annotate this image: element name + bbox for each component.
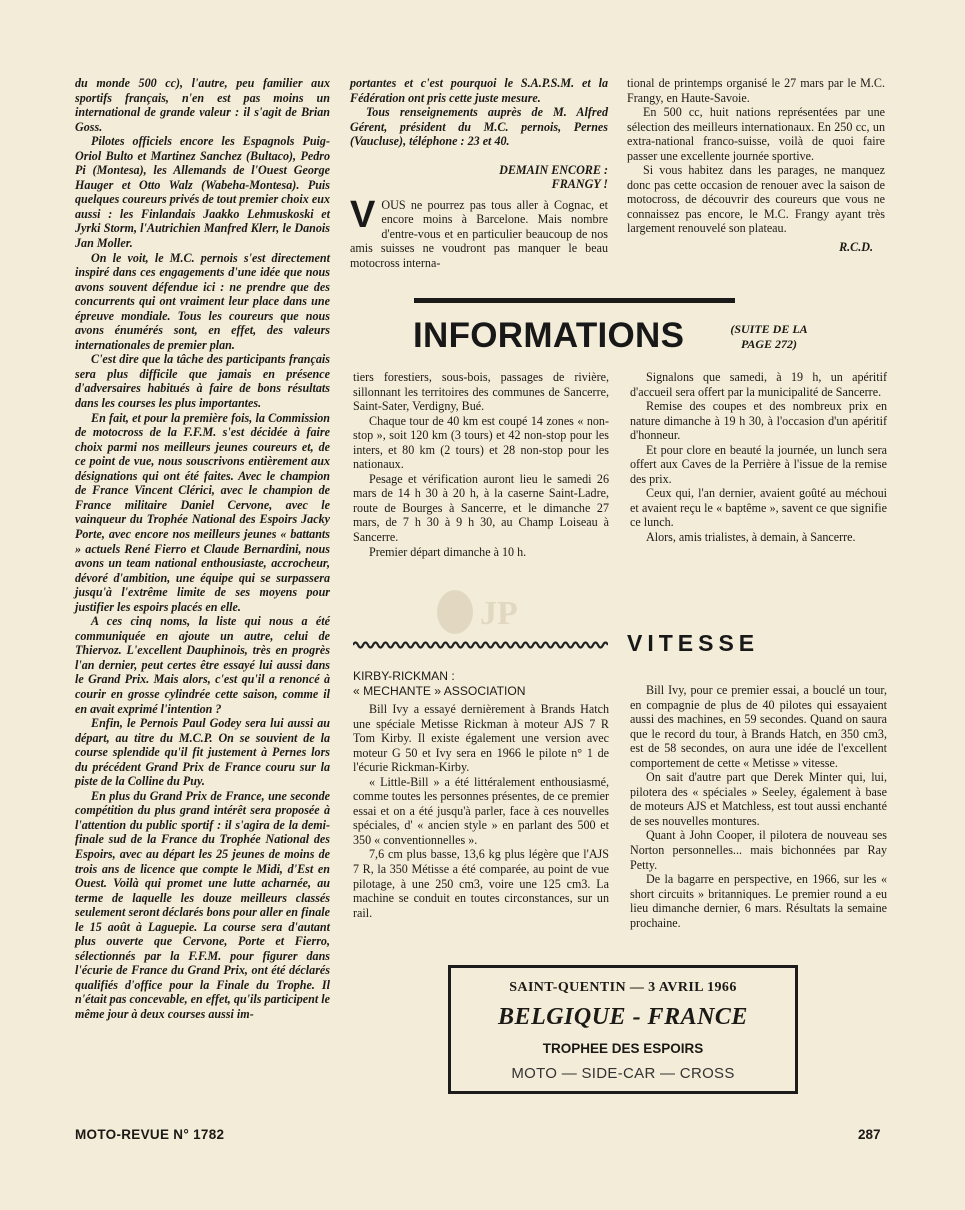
info-paragraph: Signalons que samedi, à 19 h, un apéritif d'accueil sera offert par la municipalité de Sancerre. [630,370,887,399]
section-divider-rule [414,298,735,303]
left-paragraph: En plus du Grand Prix de France, une seconde compétition du plus grand intérêt sera proposée à l'attention du public sportif : il s'agira de la demi-finale sud de la France du Trophée National des Espoirs, avec au départ les 25 jeunes de moins de trois ans de licence que compte le Midi, d'Est en Ouest. Voilà qui promet une lutte acharnée, au terme de laquelle les douze meilleurs classés seulement seront déclarés bons pour aller en finale le 15 août à Laguepie. La course sera d'autant plus ouverte que Cervone, Porte et Fierro, sélectionnés par la F.F.M. pour figurer dans l'écurie de France du Grand Prix, ont été déclarés qualifiés d'office pour la Finale du Trophe. Il n'était pas concevable, en effet, qu'ils participent le même jour à deux courses aussi im- [75,788,330,1021]
informations-left-column [353,370,609,559]
right-paragraph: En 500 cc, huit nations représentées par une sélection des meilleurs internationaux. En 250 cc, un extra-national franco-suisse, voilà de quoi faire passer une excellente journée sportive. [627,105,885,163]
info-paragraph: Remise des coupes et des nombreux prix en nature dimanche à 19 h 30, à l'occasion d'un apéritif d'honneur. [630,399,887,443]
info-paragraph: Ceux qui, l'an dernier, avaient goûté au méchoui et avaient reçu le « baptême », savent ce que signifie ce lunch. [630,486,887,530]
frangy-heading [350,163,608,192]
wavy-divider [353,640,608,650]
left-paragraph: A ces cinq noms, la liste qui nous a été communiquée en ajoute un autre, celui de Thiervoz. L'excellent Dauphinois, très en progrès l'an dernier, peut certes être essayé lui aussi dans le Grand Prix. Mais alors, c'est qu'il a renoncé à courir en grosse cylindrée cette saison, comme il en avait exprimé l'intention ? [75,614,330,716]
ad-trophy-name: TROPHEE DES ESPOIRS [542,1041,704,1056]
left-paragraph: Enfin, le Pernois Paul Godey sera lui aussi au départ, au titre du M.C.P. On se souvient de la course splendide qu'il fit justement à Pernes lors du précédent Grand Prix de France couru sur la piste de la Colline du Puy. [75,716,330,789]
svg-text:JP: JP [480,595,518,632]
left-paragraph: C'est dire que la tâche des participants français sera plus difficile que jamais en présence d'adversaires habitués à faire de bons résultats dans les courses les plus importantes. [75,352,330,411]
right-paragraph: tional de printemps organisé le 27 mars par le M.C. Frangy, en Haute-Savoie. [627,76,885,105]
frangy-intro-text: OUS ne pourrez pas tous aller à Cognac, et encore moins à Barcelone. Mais nombre d'entre-vous et en particulier beaucoup de nos amis suisses ne voudront pas manquer le beau motocross interna- [350,197,608,270]
right-top-column [627,76,885,255]
info-paragraph: Pesage et vérification auront lieu le samedi 26 mars de 14 h 30 à 20 h, à la caserne Saint-Ladre, route de Bourges à Sancerre, et le dimanche 27 mars, de 7 h 30 à 9 h 30, au Champ Loiseau à Sancerre. [353,471,609,545]
vitesse-heading: VITESSE [627,630,760,656]
left-article-column [75,76,330,1022]
dropcap-letter: V [350,193,376,236]
left-paragraph: Pilotes officiels encore les Espagnols Puig-Oriol Bulto et Martinez Sanchez (Bultaco), Pedro Pi (Montesa), les Allemands de l'Ouest George Hauger et Otto Walz (Wabeha-Montesa). Puis quelques coureurs privés de tout premier choix eux aussi : les Finlandais Jaakko Lehmuskoski et Jyrki Storm, l'Autrichien Manfred Klerr, le Danois Jan Moller. [75,134,330,251]
publisher-watermark [425,582,535,642]
frangy-heading-line1: DEMAIN ENCORE : [499,162,608,177]
magazine-issue-footer: MOTO-REVUE N° 1782 [75,1127,225,1142]
left-paragraph: En fait, et pour la première fois, la Commission de motocross de la F.F.M. s'est décidée à faire choix parmi nos meilleurs jeunes coureurs et, de ce point de vue, nous souscrivons entièrement aux désignations qui ont été faites. Avec le champion de France Vincent Clérici, avec le champion de France militaire Daniel Cervone, avec le vainqueur du Trophée National des Espoirs Jacky Porte, avec encore nos meilleurs jeunes « battants » actuels René Fierro et Claude Bernardini, nous avons un team national enthousiaste, accrocheur, dévoré d'ambition, une équipe qui se surpassera jusqu'à l'extrême limite de ses moyens pour justifier les espoirs placés en elle. [75,410,330,614]
continued-from-note: (SUITE DE LA PAGE 272) [730,322,808,351]
frangy-intro [350,193,608,271]
middle-top-column [350,76,608,270]
vitesse-paragraph: Quant à John Cooper, il pilotera de nouveau ses Norton personnelles... mais bichonnées par Ray Petty. [630,828,887,872]
vitesse-article-body [630,683,887,930]
author-signature: R.C.D. [839,240,873,255]
info-paragraph: Chaque tour de 40 km est coupé 14 zones « non-stop », soit 120 km (3 tours) et 42 non-stop pour les inters, et 80 km (2 tours) et 28 non-stop pour les nationaux. [353,413,609,472]
kirby-paragraph: 7,6 cm plus basse, 13,6 kg plus légère que l'AJS 7 R, la 350 Métisse a été comparée, au point de vue pilotage, à une 250 cm3, voire une 125 cm3. La machine se conduit en toutes circonstances, sur un rail. [353,847,609,920]
right-paragraph: Si vous habitez dans les parages, ne manquez donc pas cette occasion de renouer avec la saison de motocross, de découvrir des coureurs que vous ne connaissez pas encore, le M.C. Frangy ayant très largement renouvelé son plateau. [627,163,885,236]
frangy-heading-line2: FRANGY ! [551,177,608,192]
kirby-subheading-line1: KIRBY-RICKMAN : [353,669,455,683]
kirby-article-body [353,702,609,920]
info-paragraph: Alors, amis trialistes, à demain, à Sancerre. [646,530,856,545]
kirby-subheading-line2: « MECHANTE » ASSOCIATION [353,683,526,698]
info-paragraph: tiers forestiers, sous-bois, passages de rivière, sillonnant les territoires des communes de Sancerre, Saint-Sater, Verdigny, Bué. [353,370,609,414]
vitesse-paragraph: Bill Ivy, pour ce premier essai, a bouclé un tour, en compagnie de plus de 40 pilotes qui essayaient aussi des machines, en 59 secondes. Quand on saura que le record du tour, à Brands Hatch, en 350 cm3, est de 58 secondes, on aura une idée de l'excellent comportement de cette « Metisse » vitesse. [630,683,887,770]
informations-right-column [630,370,887,545]
ad-event-date: SAINT-QUENTIN — 3 AVRIL 1966 [509,980,737,995]
vitesse-paragraph: On sait d'autre part que Derek Minter qui, lui, pilotera des « spéciales » Seeley, également à base de moteurs AJS et Matchless, est tout aussi enchanté de ses nouvelles montures. [630,770,887,828]
mid-paragraph: Tous renseignements auprès de M. Alfred Gérent, président du M.C. pernois, Pernes (Vaucluse), téléphone : 23 et 40. [350,105,608,149]
info-paragraph: Premier départ dimanche à 10 h. [369,544,527,559]
informations-heading: INFORMATIONS [413,316,685,355]
kirby-subheading [353,669,609,699]
kirby-paragraph: Bill Ivy a essayé dernièrement à Brands Hatch une spéciale Metisse Rickman à moteur AJS 7 R Tom Kirby. Il existe également une version avec moteur G 50 et Ivy sera en 1966 le pilote n° 1 de l'écurie Rickman-Kirby. [353,702,609,775]
ad-categories: MOTO — SIDE-CAR — CROSS [511,1065,735,1082]
page-number: 287 [858,1127,881,1142]
ad-match-title: BELGIQUE - FRANCE [498,1004,748,1030]
left-paragraph: du monde 500 cc), l'autre, peu familier aux sportifs français, n'en est pas moins un international de grande valeur : il s'agit de Brian Goss. [75,76,330,134]
left-paragraph: On le voit, le M.C. pernois s'est directement inspiré dans ces engagements d'une idée que nous avons souvent défendue ici : ne prendre que des concurrents qui ont vraiment leur place dans une épreuve mondiale. Tous les coureurs que nous avons énumérés sont, en effet, des valeurs internationales de premier plan. [75,250,330,352]
mid-paragraph: portantes et c'est pourquoi le S.A.P.S.M. et la Fédération ont pris cette juste mesure. [350,76,608,105]
event-advertisement-box [448,965,798,1094]
info-paragraph: Et pour clore en beauté la journée, un lunch sera offert aux Caves de la Perrière à l'issue de la remise des prix. [630,442,887,486]
vitesse-paragraph: De la bagarre en perspective, en 1966, sur les « short circuits » britanniques. Le premier round a eu lieu dimanche dernier, 6 mars. Résultats la semaine prochaine. [630,872,887,930]
kirby-paragraph: « Little-Bill » a été littéralement enthousiasmé, comme toutes les personnes présentes, de ce premier essai et on a été jusqu'à parler, face à ces nouvelles spéciales, d' « ancien style » en parlant des 500 et 350 « conventionnelles ». [353,774,609,847]
